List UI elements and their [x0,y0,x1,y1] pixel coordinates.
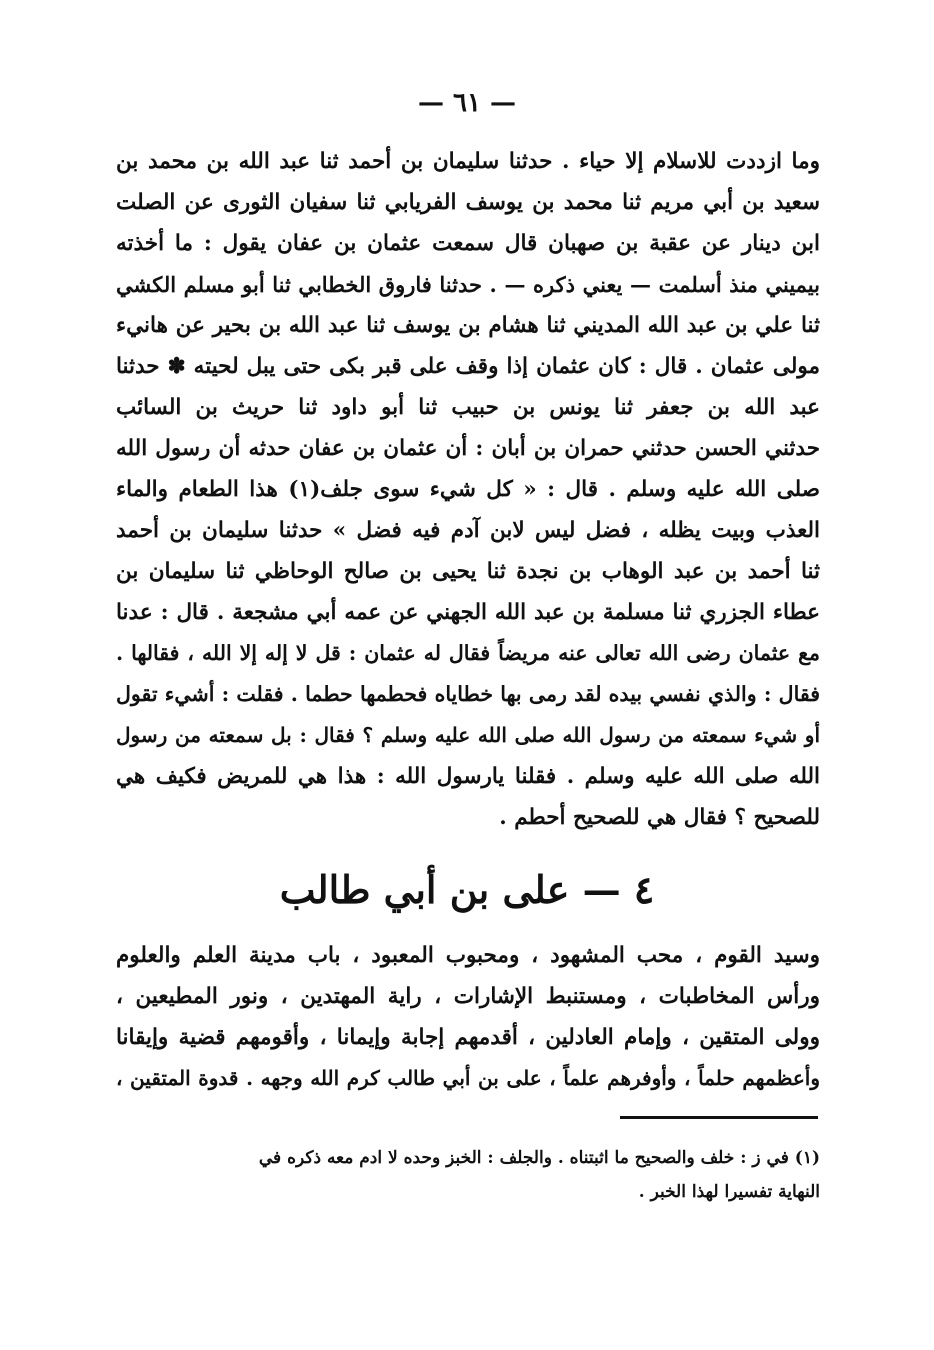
body-line: سعيد بن أبي مريم ثنا محمد بن يوسف الفريابي ثنا سفيان الثورى عن الصلت [116,190,820,215]
footnote-line: (١) في ز : خلف والصحيح ما اثبتناه . والجلف : الخبز وحده لا ادم معه ذكره في [258,1148,820,1168]
body-line: ابن دينار عن عقبة بن صهبان قال سمعت عثمان بن عفان يقول : ما أخذته [116,231,820,256]
body-line: فقال : والذي نفسي بيده لقد رمى بها خطاياه فحطمها حطما . فقلت : أشيء تقول [116,682,820,706]
body-line: العذب وبيت يظله ، فضل ليس لابن آدم فيه فضل » حدثنا سليمان بن أحمد [116,518,820,543]
section-text [116,935,820,1099]
body-line: بيميني منذ أسلمت — يعني ذكره — . حدثنا فاروق الخطابي ثنا أبو مسلم الكشي [116,272,820,297]
section-line: وولى المتقين ، وإمام العادلين ، أقدمهم إجابة وإيمانا ، وأقومهم قضية وإيقانا [116,1025,820,1050]
body-line: حدثني الحسن حدثني حمران بن أبان : أن عثمان بن عفان حدثه أن رسول الله [116,436,820,461]
section-heading: ٤ — على بن أبي طالب [279,867,655,912]
section-line: وسيد القوم ، محب المشهود ، ومحبوب المعبود ، باب مدينة العلم والعلوم [116,943,820,968]
footnote [150,1141,820,1209]
body-line: عطاء الجزري ثنا مسلمة بن عبد الله الجهني عن عمه أبي مشجعة . قال : عدنا [116,600,820,625]
section-line: ورأس المخاطبات ، ومستنبط الإشارات ، راية المهتدين ، ونور المطيعين ، [116,984,820,1009]
body-line: مع عثمان رضى الله تعالى عنه مريضاً فقال له عثمان : قل لا إله إلا الله ، فقالها . [116,641,820,665]
body-line: مولى عثمان . قال : كان عثمان إذا وقف على قبر بكى حتى يبل لحيته ✽ حدثنا [116,354,820,379]
body-line: وما ازددت للاسلام إلا حياء . حدثنا سليمان بن أحمد ثنا عبد الله بن محمد بن [116,149,820,174]
footnote-line: النهاية تفسيرا لهذا الخبر . [638,1182,820,1202]
body-line: ثنا أحمد بن عبد الوهاب بن نجدة ثنا يحيى بن صالح الوحاظي ثنا سليمان بن [116,559,820,584]
section-line: وأعظمهم حلماً ، وأوفرهم علماً ، على بن أبي طالب كرم الله وجهه . قدوة المتقين ، [116,1066,820,1090]
page-number: — ٦١ — [417,88,517,118]
body-line: عبد الله بن جعفر ثنا يونس بن حبيب ثنا أبو داود ثنا حريث بن السائب [116,395,820,420]
body-line: ثنا علي بن عبد الله المديني ثنا هشام بن يوسف ثنا عبد الله بن بحير عن هانيء [116,313,820,338]
body-line: أو شيء سمعته من رسول الله صلى الله عليه وسلم ؟ فقال : بل سمعته من رسول [116,723,820,747]
body-line: الله صلى الله عليه وسلم . فقلنا يارسول الله : هذا هي للمريض فكيف هي [116,764,820,789]
body-line: للصحيح ؟ فقال هي للصحيح أحطم . [499,805,820,830]
footnote-divider [620,1116,818,1119]
body-line: صلى الله عليه وسلم . قال : « كل شيء سوى جلف(١) هذا الطعام والماء [116,477,820,502]
body-text [116,141,820,838]
